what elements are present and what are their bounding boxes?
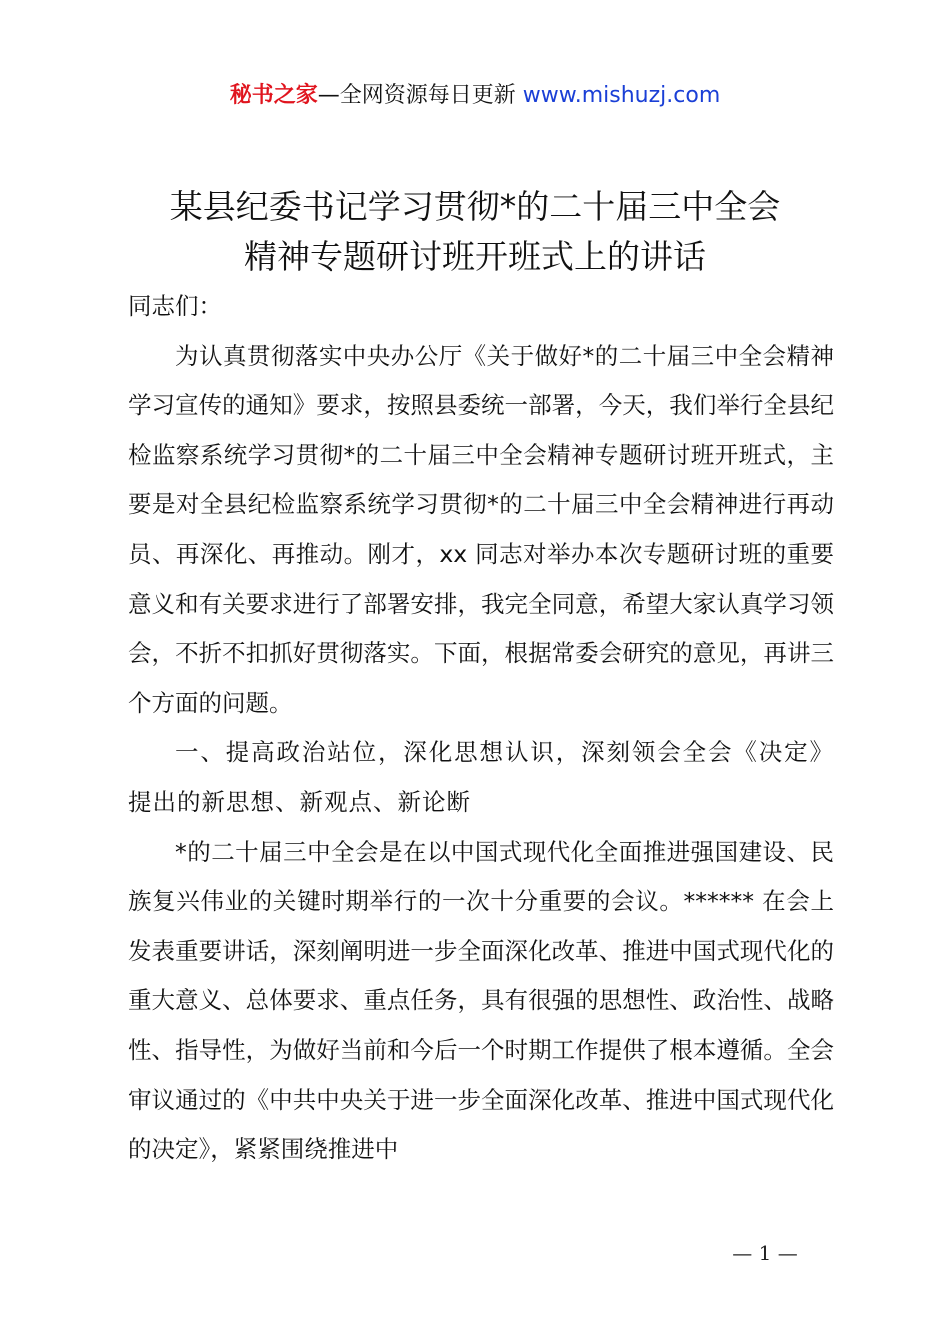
site-header xyxy=(0,80,950,112)
site-url-link[interactable]: www.mishuzj.com xyxy=(522,83,721,108)
salutation: 同志们： xyxy=(128,292,222,320)
brand-name: 秘书之家 xyxy=(229,83,318,108)
paragraph-body: *的二十届三中全会是在以中国式现代化全面推进强国建设、民族复兴伟业的关键时期举行的一次十分重要的会议。****** 在会上发表重要讲话，深刻阐明进一步全面深化改革、推进中国式现代化的重大意义、总体要求、重点任务，具有很强的思想性、政治性、战略性、指导性，为做好当前和今后一个时期工作提供了根本遵循。全会审议通过的《中共中央关于进一步全面深化改革、推进中国式现代化的决定》，紧紧围绕推进中 xyxy=(128,837,834,1164)
section-heading: 一、提高政治站位，深化思想认识，深刻领会全会《决定》提出的新思想、新观点、新论断 xyxy=(128,738,834,816)
title-line-2: 精神专题研讨班开班式上的讲话 xyxy=(244,237,706,276)
page-number: — 1 — xyxy=(732,1241,798,1265)
document-title xyxy=(0,182,950,282)
document-body xyxy=(128,282,834,1175)
paragraph-intro: 为认真贯彻落实中央办公厅《关于做好*的二十届三中全会精神学习宣传的通知》要求，按照县委统一部署，今天，我们举行全县纪检监察系统学习贯彻*的二十届三中全会精神专题研讨班开班式，主要是对全县纪检监察系统学习贯彻*的二十届三中全会精神进行再动员、再深化、再推动。刚才，xx 同志对举办本次专题研讨班的重要意义和有关要求进行了部署安排，我完全同意，希望大家认真学习领会，不折不扣抓好贯彻落实。下面，根据常委会研究的意见，再讲三个方面的问题。 xyxy=(128,341,834,717)
header-tagline: —全网资源每日更新 xyxy=(317,83,516,108)
title-line-1: 某县纪委书记学习贯彻*的二十届三中全会 xyxy=(169,187,781,226)
